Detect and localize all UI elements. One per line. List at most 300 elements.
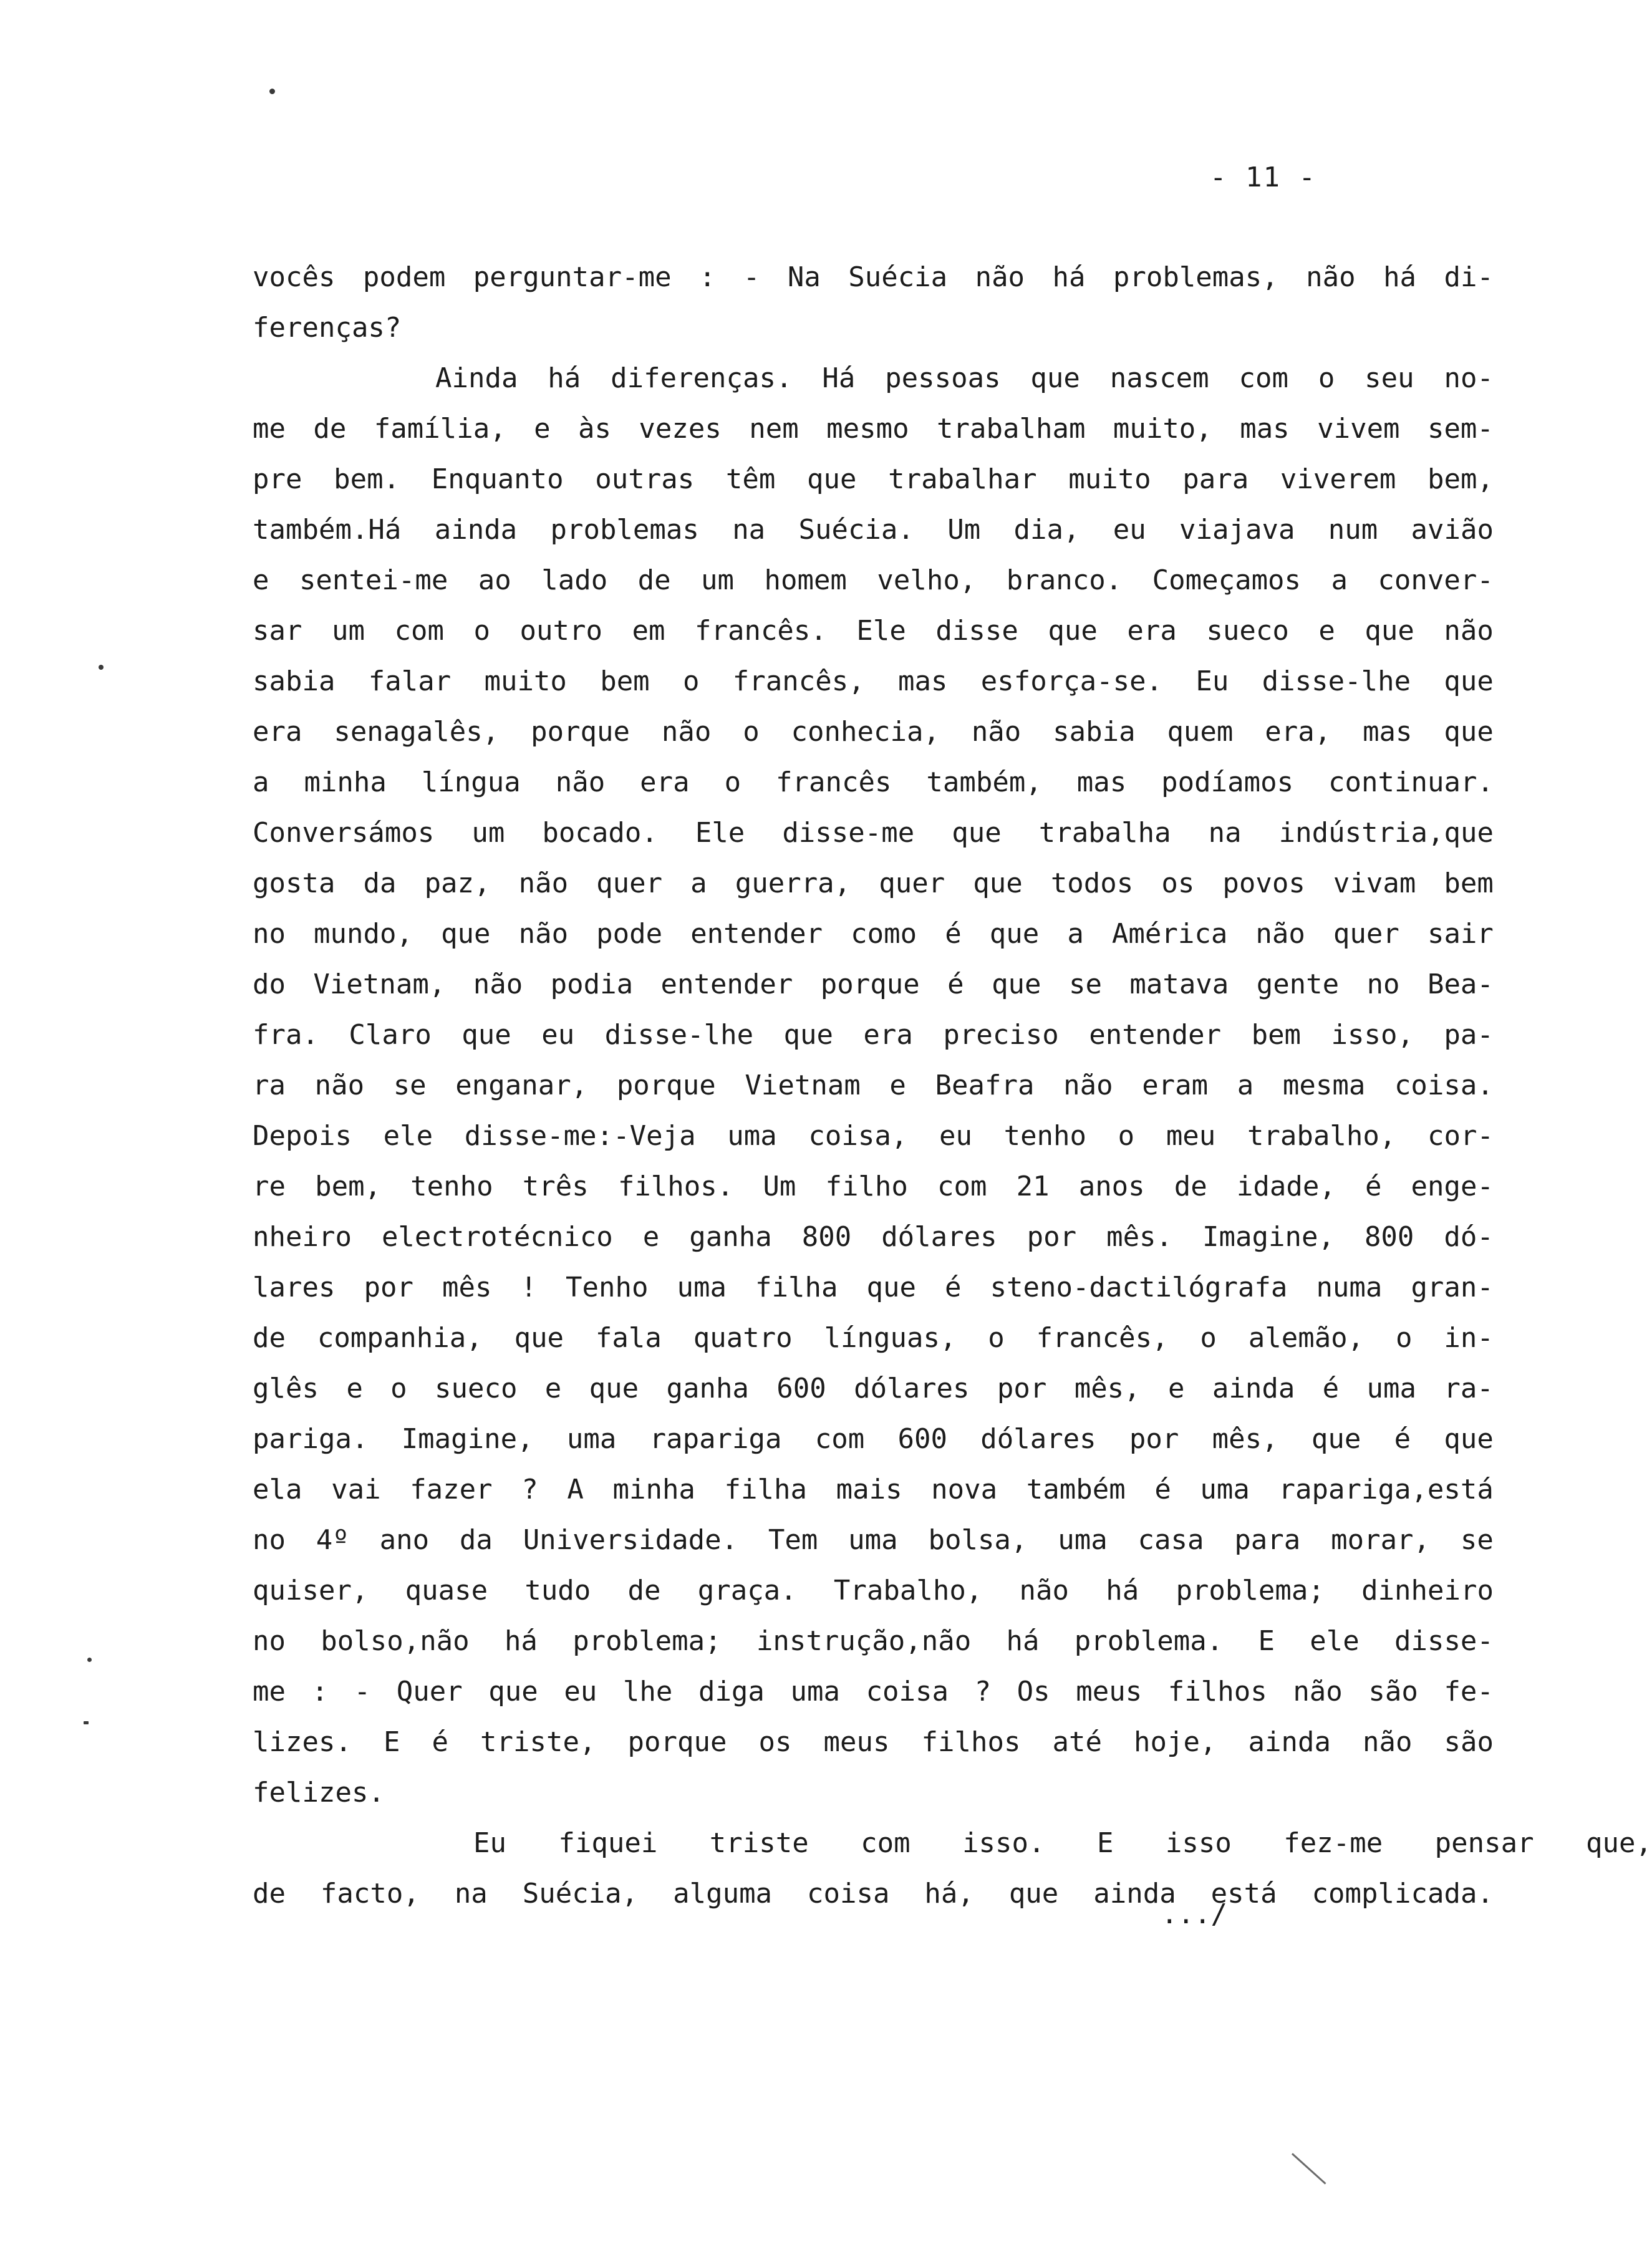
word: com <box>814 1423 865 1455</box>
word: não <box>971 716 1022 748</box>
word: que <box>973 867 1023 899</box>
word: que <box>807 463 857 495</box>
word: meu <box>1166 1120 1216 1152</box>
word: complicada. <box>1311 1878 1494 1910</box>
word: vai <box>331 1474 381 1505</box>
word: era <box>863 1019 913 1051</box>
word: fra. <box>253 1019 319 1051</box>
word: Eu <box>473 1827 506 1859</box>
word: Um <box>763 1171 796 1202</box>
word: francês, <box>1036 1322 1169 1354</box>
word: vivem <box>1317 413 1400 445</box>
word: é <box>947 968 964 1000</box>
word: velho, <box>877 564 977 596</box>
word: um <box>701 564 735 596</box>
word: Tenho <box>566 1272 649 1303</box>
word: sueco <box>435 1373 518 1404</box>
word: ganha <box>689 1221 772 1253</box>
word: mês <box>442 1272 492 1303</box>
word: uma <box>848 1524 898 1556</box>
word: mais <box>836 1474 902 1505</box>
word: podíamos <box>1161 766 1294 798</box>
word: porque <box>531 716 630 748</box>
word: dólares <box>980 1423 1096 1455</box>
word: mas <box>1240 413 1290 445</box>
word: até <box>1052 1726 1102 1758</box>
word: não <box>1255 918 1305 950</box>
word: uma <box>790 1676 840 1707</box>
word: de <box>637 564 671 596</box>
word: o <box>1118 1120 1135 1152</box>
word: rapariga,está <box>1278 1474 1494 1505</box>
word: de <box>253 1322 286 1354</box>
word: Suécia <box>848 261 948 293</box>
word: uma <box>1058 1524 1108 1556</box>
word: fala <box>595 1322 662 1354</box>
word: E <box>383 1726 400 1758</box>
word: minha <box>612 1474 695 1505</box>
word: que <box>992 968 1041 1000</box>
word: francês. <box>694 615 827 647</box>
word: é <box>1154 1474 1171 1505</box>
word: são <box>1444 1726 1494 1758</box>
word: do <box>253 968 286 1000</box>
word: também.Há <box>253 514 402 546</box>
word: dinheiro <box>1361 1575 1494 1606</box>
word: graça. <box>697 1575 797 1606</box>
word: lhe <box>622 1676 673 1707</box>
word: e <box>889 1070 906 1101</box>
word: tenho <box>1003 1120 1087 1152</box>
word: ainda <box>1212 1373 1295 1404</box>
word: uma <box>1200 1474 1250 1505</box>
word: na <box>454 1878 488 1910</box>
body-text <box>253 252 1652 1919</box>
word: mas <box>897 665 948 697</box>
word: dólares <box>854 1373 970 1404</box>
word: branco. <box>1006 564 1123 596</box>
word: Quer <box>396 1676 463 1707</box>
text-line <box>253 505 1494 555</box>
word: ainda <box>434 514 518 546</box>
word: trabalha <box>1038 817 1171 849</box>
word: sentei-me <box>299 564 448 596</box>
text-line <box>253 1363 1494 1414</box>
word: Imagine, <box>401 1423 534 1455</box>
text-line <box>253 1212 1494 1262</box>
word: vocês <box>253 261 336 293</box>
word: mas <box>1076 766 1127 798</box>
word: me <box>253 413 286 445</box>
word: não <box>473 968 523 1000</box>
word: problemas, <box>1113 261 1278 293</box>
word: uma <box>1366 1373 1416 1404</box>
word: enganar, <box>455 1070 588 1101</box>
word: nheiro <box>253 1221 352 1253</box>
word: ra <box>253 1070 286 1101</box>
word: há <box>504 1625 538 1657</box>
word: que <box>1444 716 1494 748</box>
word: fiquei <box>558 1827 658 1859</box>
word: A <box>567 1474 584 1505</box>
word: cor- <box>1427 1120 1494 1152</box>
text-line <box>253 858 1494 909</box>
word: filho <box>825 1171 908 1202</box>
word: 4º <box>316 1524 349 1556</box>
word: outro <box>519 615 602 647</box>
word: dó- <box>1444 1221 1494 1253</box>
word: bem, <box>315 1171 382 1202</box>
word: o <box>390 1373 407 1404</box>
word: sueco <box>1206 615 1289 647</box>
word: Depois <box>253 1120 352 1152</box>
word: - <box>743 261 760 293</box>
word: não <box>1063 1070 1113 1101</box>
word: línguas, <box>824 1322 957 1354</box>
word: Beafra <box>935 1070 1035 1101</box>
word: perguntar-me <box>473 261 672 293</box>
word: coisa <box>807 1878 890 1910</box>
word: bolso,não <box>321 1625 470 1657</box>
word: família, <box>374 413 506 445</box>
word: bem <box>1251 1019 1302 1051</box>
word: com <box>1239 362 1288 394</box>
word: é <box>1365 1171 1382 1202</box>
word: e <box>1318 615 1335 647</box>
word: falar <box>368 665 452 697</box>
word: mundo, <box>314 918 413 950</box>
text-line <box>253 1313 1494 1363</box>
word: Vietnam <box>745 1070 861 1101</box>
word: Vietnam, <box>313 968 446 1000</box>
word: muito <box>1068 463 1151 495</box>
word: facto, <box>320 1878 420 1910</box>
word: diferenças. <box>611 362 793 394</box>
word: é <box>1394 1423 1411 1455</box>
word: nascem <box>1109 362 1209 394</box>
word: têm <box>725 463 776 495</box>
word: há <box>1052 261 1086 293</box>
word: não <box>555 766 606 798</box>
word: pre <box>253 463 302 495</box>
word: morar, <box>1331 1524 1431 1556</box>
text-line <box>253 909 1494 959</box>
word: problemas <box>550 514 699 546</box>
text-line <box>253 1464 1494 1515</box>
word: Conversámos <box>253 817 435 849</box>
word: a <box>1237 1070 1254 1101</box>
word: língua <box>421 766 521 798</box>
word: viverem <box>1280 463 1396 495</box>
word: Os <box>1017 1676 1050 1707</box>
word: conver- <box>1378 564 1494 596</box>
word: 600 <box>897 1423 947 1455</box>
word: bem <box>600 665 650 697</box>
scan-stroke <box>1292 2153 1326 2184</box>
word: ano <box>379 1524 430 1556</box>
word: no <box>1366 968 1400 1000</box>
word: com <box>937 1171 987 1202</box>
word: bem <box>1444 867 1494 899</box>
text-line <box>253 1060 1494 1111</box>
word: Imagine, <box>1202 1221 1335 1253</box>
word: dia, <box>1013 514 1080 546</box>
word: muito, <box>1113 413 1212 445</box>
word: Trabalho, <box>833 1575 983 1606</box>
word: porque <box>627 1726 727 1758</box>
word: uma <box>566 1423 617 1455</box>
word: na <box>1208 817 1242 849</box>
word: pariga. <box>253 1423 369 1455</box>
word: avião <box>1411 514 1494 546</box>
text-line <box>253 454 1494 505</box>
word: outras <box>595 463 695 495</box>
word: ganha <box>666 1373 749 1404</box>
word: tudo <box>524 1575 591 1606</box>
word: sar <box>253 615 302 647</box>
word: era <box>640 766 690 798</box>
word: que <box>1365 615 1414 647</box>
word: triste <box>709 1827 809 1859</box>
word: pode <box>596 918 663 950</box>
word: casa <box>1138 1524 1204 1556</box>
word: não <box>1306 261 1356 293</box>
word: os <box>1161 867 1195 899</box>
word: que <box>952 817 1002 849</box>
word: steno-dactilógrafa <box>990 1272 1288 1303</box>
word: quer <box>879 867 945 899</box>
word: tenho <box>410 1171 493 1202</box>
word: eu <box>1113 514 1146 546</box>
word: entender <box>1089 1019 1222 1051</box>
word: coisa. <box>1394 1070 1494 1101</box>
word: se <box>1460 1524 1494 1556</box>
word: o <box>743 716 760 748</box>
word: um <box>332 615 365 647</box>
text-line <box>253 606 1494 656</box>
word: alemão, <box>1248 1322 1365 1354</box>
word: e <box>544 1373 562 1404</box>
word: nova <box>931 1474 998 1505</box>
paragraph-start <box>253 353 1494 403</box>
word: Eu <box>1196 665 1229 697</box>
word: era, <box>1265 716 1331 748</box>
word: é <box>432 1726 449 1758</box>
word: o <box>1200 1322 1217 1354</box>
word: lares <box>253 1272 336 1303</box>
word: problema. <box>1074 1625 1224 1657</box>
word: é <box>945 918 962 950</box>
scan-speck <box>269 89 275 94</box>
word: o <box>988 1322 1005 1354</box>
word: que <box>1444 1423 1494 1455</box>
word: há, <box>924 1878 974 1910</box>
word: de <box>253 1878 286 1910</box>
word: três <box>522 1171 589 1202</box>
word: um <box>471 817 505 849</box>
word: - <box>354 1676 371 1707</box>
word: 800 <box>801 1221 852 1253</box>
word: e <box>534 413 551 445</box>
word: preciso <box>943 1019 1059 1051</box>
word: que <box>783 1019 833 1051</box>
word: isso. <box>962 1827 1045 1859</box>
word: ! <box>520 1272 538 1303</box>
word: a <box>1067 918 1084 950</box>
word: sair <box>1427 918 1494 950</box>
word: o <box>682 665 700 697</box>
word: numa <box>1316 1272 1383 1303</box>
word: no- <box>1444 362 1494 394</box>
word: se <box>393 1070 427 1101</box>
word: que <box>488 1676 538 1707</box>
word: para <box>1234 1524 1301 1556</box>
word: que <box>1048 615 1098 647</box>
word: os <box>758 1726 792 1758</box>
word: senagalês, <box>334 716 500 748</box>
word: quer <box>596 867 663 899</box>
word: isso, <box>1331 1019 1414 1051</box>
word: que <box>441 918 491 950</box>
word: trabalho, <box>1247 1120 1396 1152</box>
word: pessoas <box>885 362 1001 394</box>
word: viajava <box>1179 514 1295 546</box>
text-line <box>253 808 1494 858</box>
word: uma <box>677 1272 727 1303</box>
word: Ainda <box>435 362 518 394</box>
word: não <box>1019 1575 1070 1606</box>
word: que, <box>1586 1827 1652 1859</box>
word: era <box>253 716 302 748</box>
word: mês, <box>1212 1423 1278 1455</box>
word: disse- <box>1394 1625 1494 1657</box>
word: 21 <box>1016 1171 1050 1202</box>
word: no <box>253 1625 286 1657</box>
word: matava <box>1129 968 1229 1000</box>
text-line <box>253 1414 1494 1464</box>
word: mas <box>1363 716 1413 748</box>
word: ainda <box>1248 1726 1331 1758</box>
word: nem <box>749 413 799 445</box>
word: quiser, <box>253 1575 369 1606</box>
word: re <box>253 1171 286 1202</box>
word: sabia <box>1053 716 1136 748</box>
word: homem <box>764 564 847 596</box>
word: lizes. <box>253 1726 352 1758</box>
word: diga <box>698 1676 765 1707</box>
word: trabalhar <box>888 463 1037 495</box>
word: alguma <box>673 1878 773 1910</box>
text-line <box>253 1868 1494 1919</box>
word: são <box>1368 1676 1418 1707</box>
word: com <box>861 1827 911 1859</box>
word: ra- <box>1444 1373 1494 1404</box>
word: ainda <box>1093 1878 1176 1910</box>
word: sabia <box>253 665 336 697</box>
word: há <box>1106 1575 1139 1606</box>
word: fez-me <box>1283 1827 1383 1859</box>
word: filhos <box>921 1726 1021 1758</box>
word: coisa <box>866 1676 949 1707</box>
word: ela <box>253 1474 302 1505</box>
word: fe- <box>1444 1676 1494 1707</box>
word: rapariga <box>649 1423 782 1455</box>
word: não <box>1362 1726 1413 1758</box>
word: Na <box>787 261 821 293</box>
word: Bea- <box>1427 968 1494 1000</box>
word: na <box>732 514 766 546</box>
word: gran- <box>1411 1272 1494 1303</box>
page-number: - 11 - <box>1210 162 1316 193</box>
word: disse-me:-Veja <box>464 1120 696 1152</box>
scan-speck <box>84 1721 89 1724</box>
word: entender <box>660 968 793 1000</box>
word: Suécia. <box>798 514 914 546</box>
word: podia <box>550 968 634 1000</box>
text-line <box>253 403 1494 454</box>
word: podem <box>362 261 446 293</box>
text-line <box>253 757 1494 808</box>
word: anos <box>1078 1171 1145 1202</box>
word: América <box>1111 918 1228 950</box>
word: e <box>642 1221 660 1253</box>
text-line <box>253 959 1494 1010</box>
word: entender <box>690 918 823 950</box>
word: : <box>311 1676 329 1707</box>
word: eu <box>939 1120 972 1152</box>
word: como <box>851 918 917 950</box>
text-line <box>253 1010 1494 1060</box>
word: há <box>548 362 581 394</box>
word: seu <box>1365 362 1414 394</box>
word: não <box>518 867 569 899</box>
scan-speck <box>99 665 104 670</box>
word: não <box>518 918 569 950</box>
word: às <box>578 413 611 445</box>
word: mês. <box>1106 1221 1173 1253</box>
word: ele <box>1310 1625 1360 1657</box>
text-line <box>253 656 1494 707</box>
word: que <box>989 918 1040 950</box>
word: por <box>364 1272 413 1303</box>
word: Enquanto <box>431 463 564 495</box>
word: Universidade. <box>523 1524 738 1556</box>
word: quase <box>405 1575 488 1606</box>
word: que <box>1008 1878 1059 1910</box>
word: o <box>1396 1322 1413 1354</box>
word: bolsa, <box>928 1524 1028 1556</box>
word: conhecia, <box>791 716 940 748</box>
word: o <box>473 615 490 647</box>
word: que <box>866 1272 917 1303</box>
word: quer <box>1333 918 1399 950</box>
word: pa- <box>1444 1019 1494 1051</box>
word: Há <box>822 362 856 394</box>
word: que <box>461 1019 511 1051</box>
word: filha <box>755 1272 838 1303</box>
word: Suécia, <box>522 1878 639 1910</box>
word: glês <box>253 1373 319 1404</box>
word: para <box>1182 463 1249 495</box>
word: bem. <box>334 463 400 495</box>
word: lado <box>541 564 608 596</box>
word: di- <box>1444 261 1494 293</box>
word: fazer <box>410 1474 493 1505</box>
word: disse-me <box>782 817 915 849</box>
word: que <box>1030 362 1080 394</box>
word: não <box>1293 1676 1343 1707</box>
word: ele <box>383 1120 433 1152</box>
